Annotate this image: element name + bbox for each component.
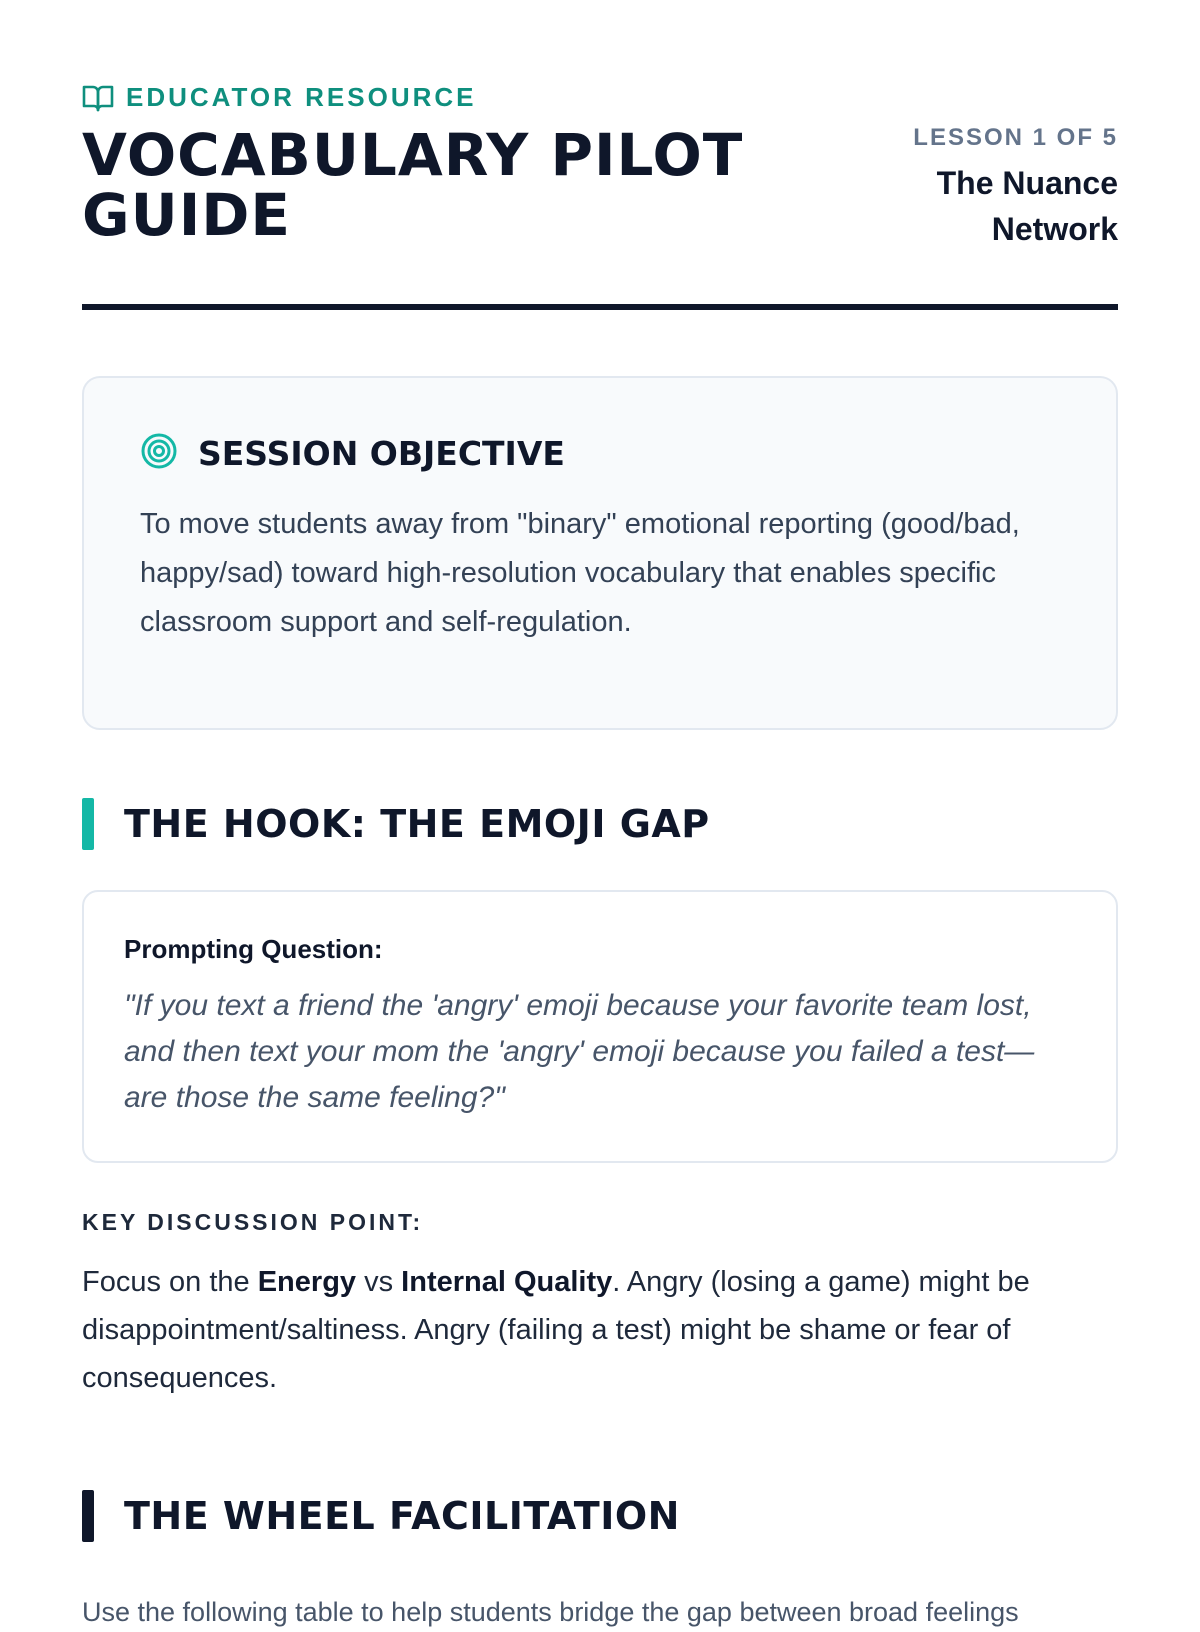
- section-heading-hook: [82, 798, 1118, 850]
- lesson-indicator: LESSON 1 OF 5: [913, 124, 1118, 151]
- book-open-icon: [82, 84, 114, 112]
- section-heading-wheel: [82, 1490, 1118, 1542]
- session-objective-card: [82, 376, 1118, 730]
- prompt-quote: "If you text a friend the 'angry' emoji because your favorite team lost, and then text your mom the 'angry' emoji because you failed a test—are those the same feeling?": [124, 989, 1035, 1114]
- key-term-energy: Energy: [257, 1266, 357, 1298]
- section-title: THE HOOK: THE EMOJI GAP: [124, 802, 710, 846]
- document-header: [82, 82, 1118, 252]
- title-block: [82, 82, 782, 249]
- header-divider: [82, 304, 1118, 310]
- prompting-question-card: [82, 890, 1118, 1163]
- section-accent-bar: [82, 798, 94, 850]
- lesson-meta: [908, 82, 1118, 252]
- eyebrow: [82, 82, 782, 113]
- objective-text: To move students away from "binary" emotional reporting (good/bad, happy/sad) toward high-resolution vocabulary that enables specific classroom support and self-regulation.: [140, 508, 1020, 638]
- key-discussion-label: KEY DISCUSSION POINT:: [82, 1209, 424, 1235]
- objective-title: SESSION OBJECTIVE: [198, 433, 565, 473]
- prompt-label: Prompting Question:: [124, 934, 383, 964]
- objective-heading: [140, 432, 1060, 474]
- key-term-internal-quality: Internal Quality: [401, 1266, 613, 1298]
- section-accent-bar: [82, 1490, 94, 1542]
- key-text-joiner: vs: [356, 1266, 402, 1298]
- eyebrow-label: EDUCATOR RESOURCE: [126, 82, 477, 112]
- key-text-intro: Focus on the: [82, 1266, 258, 1298]
- page-title: VOCABULARY PILOT GUIDE: [82, 121, 744, 249]
- section-title: THE WHEEL FACILITATION: [124, 1494, 680, 1538]
- wheel-intro-text: Use the following table to help students bridge the gap between broad feelings: [82, 1597, 1019, 1627]
- target-icon: [140, 432, 178, 474]
- key-discussion-text: [82, 1258, 1118, 1402]
- key-text-rest: . Angry (losing a game) might be disappointment/saltiness. Angry (failing a test) might be shame or fear of consequences.: [82, 1266, 1030, 1394]
- organization-name: The Nuance Network: [936, 165, 1118, 247]
